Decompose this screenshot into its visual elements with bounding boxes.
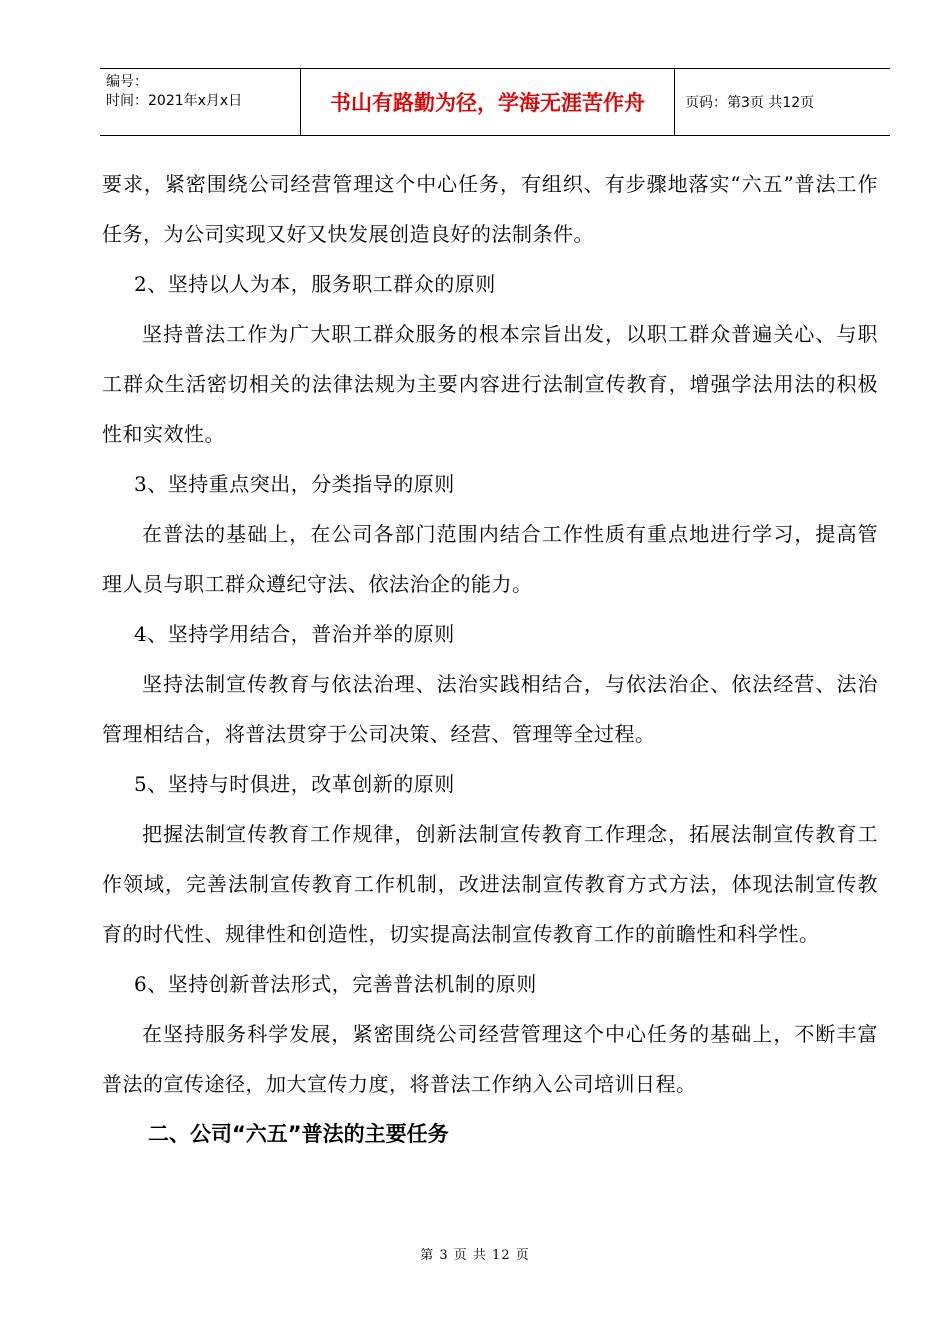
paragraph: 坚持法制宣传教育与依法治理、法治实践相结合，与依法治企、依法经营、法治管理相结合，将普法贯穿于公司决策、经营、管理等全过程。 <box>102 672 878 746</box>
header-motto: 书山有路勤为径，学海无涯苦作舟 <box>301 69 675 135</box>
page-footer: 第 3 页 共 12 页 <box>420 1248 530 1263</box>
principle-heading: 5、坚持与时俱进，改革创新的原则 <box>134 772 455 796</box>
header-page-info: 页码：第3页 共12页 <box>685 95 815 111</box>
page-header <box>100 68 890 136</box>
document-time-label: 时间：2021年x月x日 <box>106 93 243 109</box>
paragraph: 要求，紧密围绕公司经营管理这个中心任务，有组织、有步骤地落实“六五”普法工作任务，为公司实现又好又快发展创造良好的法制条件。 <box>102 172 878 246</box>
principle-heading: 3、坚持重点突出，分类指导的原则 <box>134 472 455 496</box>
document-number-label: 编号： <box>106 74 148 90</box>
principle-heading: 2、坚持以人为本，服务职工群众的原则 <box>134 272 496 296</box>
section-title: 二、公司“六五”普法的主要任务 <box>148 1122 449 1146</box>
principle-heading: 6、坚持创新普法形式，完善普法机制的原则 <box>134 972 537 996</box>
header-meta <box>100 69 301 135</box>
paragraph: 坚持普法工作为广大职工群众服务的根本宗旨出发，以职工群众普遍关心、与职工群众生活密切相关的法律法规为主要内容进行法制宣传教育，增强学法用法的积极性和实效性。 <box>102 322 878 446</box>
paragraph: 在坚持服务科学发展，紧密围绕公司经营管理这个中心任务的基础上，不断丰富普法的宣传途径，加大宣传力度，将普法工作纳入公司培训日程。 <box>102 1022 878 1096</box>
paragraph: 把握法制宣传教育工作规律，创新法制宣传教育工作理念，拓展法制宣传教育工作领域，完善法制宣传教育工作机制，改进法制宣传教育方式方法，体现法制宣传教育的时代性、规律性和创造性，切实提高法制宣传教育工作的前瞻性和科学性。 <box>102 822 878 946</box>
paragraph: 在普法的基础上，在公司各部门范围内结合工作性质有重点地进行学习，提高管理人员与职工群众遵纪守法、依法治企的能力。 <box>102 522 878 596</box>
principle-heading: 4、坚持学用结合，普治并举的原则 <box>134 622 455 646</box>
document-body <box>102 159 878 1159</box>
